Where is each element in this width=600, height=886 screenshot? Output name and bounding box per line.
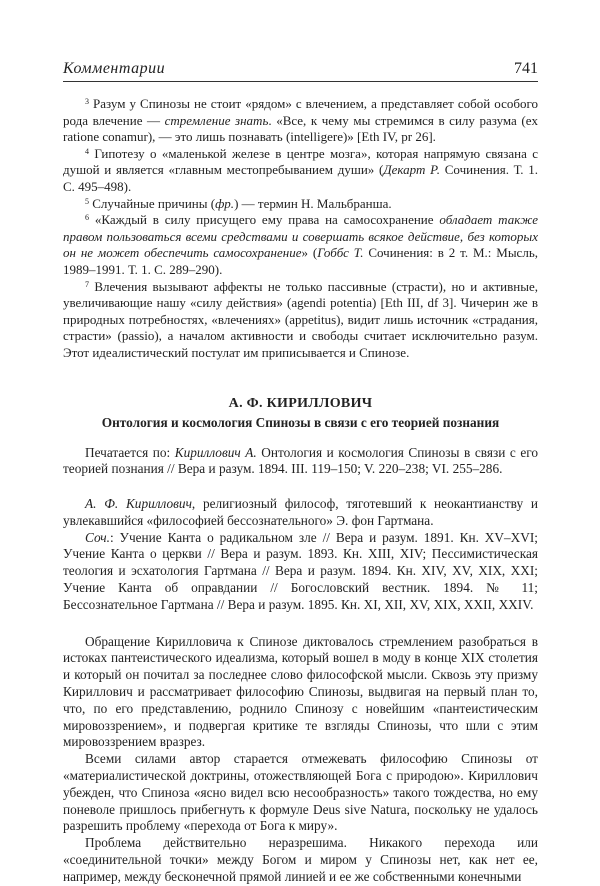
text: Гипотезу о «маленькой железе в центре мозга», которая напрямую связана с душой и является «главным местопребыванием души» (	[63, 145, 538, 178]
running-header	[63, 60, 538, 82]
running-title: Комментарии	[63, 60, 166, 77]
text: : Учение Канта о радикальном зле // Вера и разум. 1891. Кн. XV–XVI; Учение Канта о церкви // Вера и разум. 1893. Кн. XIII, XIV; Пессимистическая теология и эсхатология Гартмана // Вера и разум. 1894. Кн. XIV, XV, XIX, XXI; Учение Канта об оправдании // Богословский вестник. 1894. № 11; Бессознательное Гартмана // Вера и разум. 1895. Кн. XI, XII, XV, XIX, XXII, XXIV.	[63, 529, 538, 612]
page	[63, 60, 538, 886]
italic-text: Декарт Р.	[383, 162, 441, 178]
text: Обращение Кирилловича к Спинозе диктовалось стремлением разобраться в истоках пантеистического идеализма, который вошел в моду в конце XIX столетия и который он почитал за последнее слово философской мысли. Сквозь эту призму Кириллович и рассматривает философию Спинозы, выдвигая на первый план то, что, по его представлению, роднило Спинозу с новейшим «пантеистическим мировоззрением», и подвергая критике те взгляды Спинозы, что шли с этим мировоззрением вразрез.	[63, 633, 538, 750]
footnote	[63, 96, 538, 146]
text: Всеми силами автор старается отмежевать философию Спинозы от «материалистической доктрины, отожествляющей Бога с природою». Кириллович убежден, что Спиноза «ясно видел всю несообразность» такого тождества, но ему поневоле пришлось прибегнуть к формуле Deus sive Natura, поскольку не удалось разрешить проблему «перехода от Бога к миру».	[63, 751, 538, 834]
footnote-number: 5	[85, 196, 89, 206]
text: Влечения вызывают аффекты не только пассивные (страсти), но и активные, увеличивающие нашу «силу действия» (agendi potentia) [Eth III, df 3]. Чичерин же в природных потребностях, «влечениях» (appetitus), видит лишь источник «страдания, страсти» (passio), а началом активности и свободы считает исключительно разум. Этот идеалистический постулат им приписывается и Спинозе.	[63, 278, 538, 360]
text: Печатается по:	[85, 444, 175, 460]
page-number: 741	[514, 60, 538, 77]
text: Онтология и космология Спинозы в связи с его теорией познания // Вера и разум. 1894. III. 119–150; V. 220–238; VI. 255–286.	[63, 444, 538, 477]
italic-text: обладает также правом пользоваться всеми средствами и совершать всякое действие, без которых он не может обеспечить самосохранение	[63, 212, 538, 261]
footnotes	[63, 96, 538, 362]
footnote-number: 6	[85, 213, 89, 223]
footnote-number: 4	[85, 146, 89, 156]
text: Случайные причины (	[89, 195, 216, 211]
footnote-number: 3	[85, 97, 89, 106]
text: . «Все, к чему мы стремимся в силу разума (ex ratione conamur), — это лишь познавать (intelligere)» [Eth IV, pr 26].	[63, 112, 538, 145]
footnote	[63, 212, 538, 278]
footnote	[63, 196, 538, 213]
text: Разум у Спинозы не стоит «рядом» с влечением, а представляет собой особого рода влечение —	[63, 96, 538, 128]
commentary-body	[63, 634, 538, 886]
paragraph	[63, 634, 538, 752]
italic-text: Кириллович А.	[174, 444, 257, 460]
paragraph	[63, 751, 538, 835]
paragraph	[63, 445, 538, 479]
source-note	[63, 445, 538, 479]
italic-text: Гоббс Т.	[317, 245, 364, 261]
text: Проблема действительно неразрешима. Никакого перехода или «соединительной точки» между Богом и миром у Спинозы нет, как нет ее, например, между бесконечной прямой линией и ее же собственными конечными	[63, 835, 538, 884]
text: Сочинения. Т. 1. С. 495–498).	[63, 162, 539, 194]
footnote	[63, 279, 538, 362]
text: , религиозный философ, тяготевший к неокантианству и увлекавшийся «философией бессознательного» Э. фон Гартмана.	[63, 496, 538, 528]
italic-text: А. Ф. Кириллович	[85, 496, 192, 512]
text: Сочинения: в 2 т. М.: Мысль, 1989–1991. Т. 1. С. 289–290).	[63, 245, 538, 277]
italic-text: фр.	[215, 195, 235, 211]
italic-text: стремление знать	[164, 112, 269, 128]
section-author: А. Ф. КИРИЛЛОВИЧ	[228, 395, 373, 411]
paragraph	[63, 530, 538, 614]
footnote	[63, 146, 538, 196]
text: «Каждый в силу присущего ему права на самосохранение	[89, 212, 440, 228]
paragraph	[63, 835, 538, 885]
text: » (	[301, 245, 318, 261]
section-title: Онтология и космология Спинозы в связи с его теорией познания	[101, 414, 500, 430]
italic-text: Соч.	[85, 529, 110, 545]
footnote-number: 7	[85, 279, 89, 289]
author-bio	[63, 496, 538, 614]
text: ) — термин Н. Мальбранша.	[234, 195, 392, 211]
paragraph	[63, 496, 538, 530]
